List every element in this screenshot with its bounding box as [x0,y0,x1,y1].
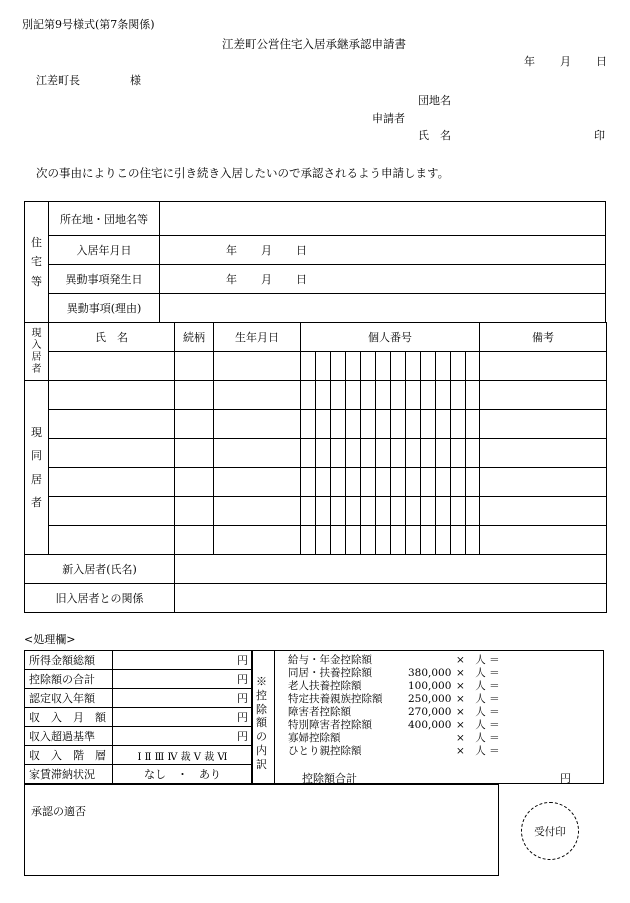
new-resident-field[interactable] [175,555,607,584]
deduction-row: 老人扶養控除額 100,000 × 人 ＝ [288,680,500,692]
processing-heading: <処理欄> [24,633,76,646]
cohabitant-row[interactable] [25,439,607,468]
col-mynumber: 個人番号 [301,323,480,352]
housing-group-label: 住宅等 [25,202,49,323]
col-note: 備考 [480,323,607,352]
residents-table [24,322,607,613]
change-date-field[interactable]: 年 月 日 [160,265,606,294]
form-number: 別記第9号様式(第7条関係) [22,18,155,31]
seal-mark: 印 [594,129,605,142]
relation-label: 旧入居者との関係 [25,584,175,613]
processing-table [24,650,253,784]
proc-label: 収 入 階 層 [25,746,113,765]
proc-label: 控除額の合計 [25,670,113,689]
income-bracket-value[interactable]: Ⅰ Ⅱ Ⅲ Ⅳ 裁 Ⅴ 裁 Ⅵ [113,746,253,765]
form-title: 江差町公営住宅入居承継承認申請書 [222,37,406,51]
proc-label: 収 入 月 額 [25,708,113,727]
proc-value[interactable]: 円 [113,651,253,670]
proc-label: 認定収入年額 [25,689,113,708]
cohabitant-row[interactable] [25,526,607,555]
move-in-field[interactable]: 年 月 日 [160,236,606,265]
change-reason-field[interactable] [160,294,606,323]
proc-label: 家賃滞納状況 [25,765,113,784]
proc-value[interactable]: 円 [113,727,253,746]
col-birth: 生年月日 [214,323,301,352]
danchi-label: 団地名 [418,94,451,107]
proc-value[interactable]: 円 [113,708,253,727]
cohabitant-row[interactable] [25,381,607,410]
addressee: 江差町長 [36,74,80,87]
proc-label: 収入超過基準 [25,727,113,746]
cohabitant-label: 現同居者 [25,381,49,555]
new-resident-label: 新入居者(氏名) [25,555,175,584]
reception-stamp-label: 受付印 [534,825,566,838]
deduction-total-label: 控除額合計 [302,772,357,785]
location-field[interactable] [160,202,606,236]
applicant-name-label: 氏 名 [418,129,451,142]
addressee-honorific: 様 [130,74,141,87]
reception-stamp[interactable] [521,802,579,860]
col-name: 氏 名 [49,323,175,352]
location-label: 所在地・団地名等 [49,202,160,236]
deduction-row: 障害者控除額 270,000 × 人 ＝ [288,706,500,718]
proc-value[interactable]: 円 [113,689,253,708]
deduction-row: 給与・年金控除額 × 人 ＝ [288,654,500,666]
breakdown-label: ※控除額の内訳 [256,675,267,771]
rent-arrears-value[interactable]: なし ・ あり [113,765,253,784]
change-reason-label: 異動事項(理由) [49,294,160,323]
current-resident-label: 現入居者 [25,323,49,381]
applicant-label: 申請者 [372,112,405,125]
approval-label: 承認の適否 [31,805,86,818]
deduction-breakdown [251,650,604,784]
cohabitant-row[interactable] [25,468,607,497]
deduction-row: 特定扶養親族控除額 250,000 × 人 ＝ [288,693,500,705]
deduction-row: 特別障害者控除額 400,000 × 人 ＝ [288,719,500,731]
deduction-row: ひとり親控除額 × 人 ＝ [288,745,500,757]
deduction-list [288,654,588,758]
proc-label: 所得金額総額 [25,651,113,670]
date-year: 年 [524,55,535,68]
cohabitant-row[interactable] [25,497,607,526]
deduction-row: 同居・扶養控除額 380,000 × 人 ＝ [288,667,500,679]
change-date-label: 異動事項発生日 [49,265,160,294]
move-in-label: 入居年月日 [49,236,160,265]
date-day: 日 [596,55,607,68]
current-resident-row[interactable] [25,352,607,381]
body-text: 次の事由によりこの住宅に引き続き入居したいので承認されるよう申請します。 [36,166,450,180]
deduction-row: 寡婦控除額 × 人 ＝ [288,732,500,744]
approval-box[interactable] [24,784,499,876]
relation-field[interactable] [175,584,607,613]
housing-table [24,201,606,323]
col-relation: 続柄 [175,323,214,352]
cohabitant-row[interactable] [25,410,607,439]
date-month: 月 [560,55,571,68]
proc-value[interactable]: 円 [113,670,253,689]
deduction-total-unit: 円 [560,772,571,785]
